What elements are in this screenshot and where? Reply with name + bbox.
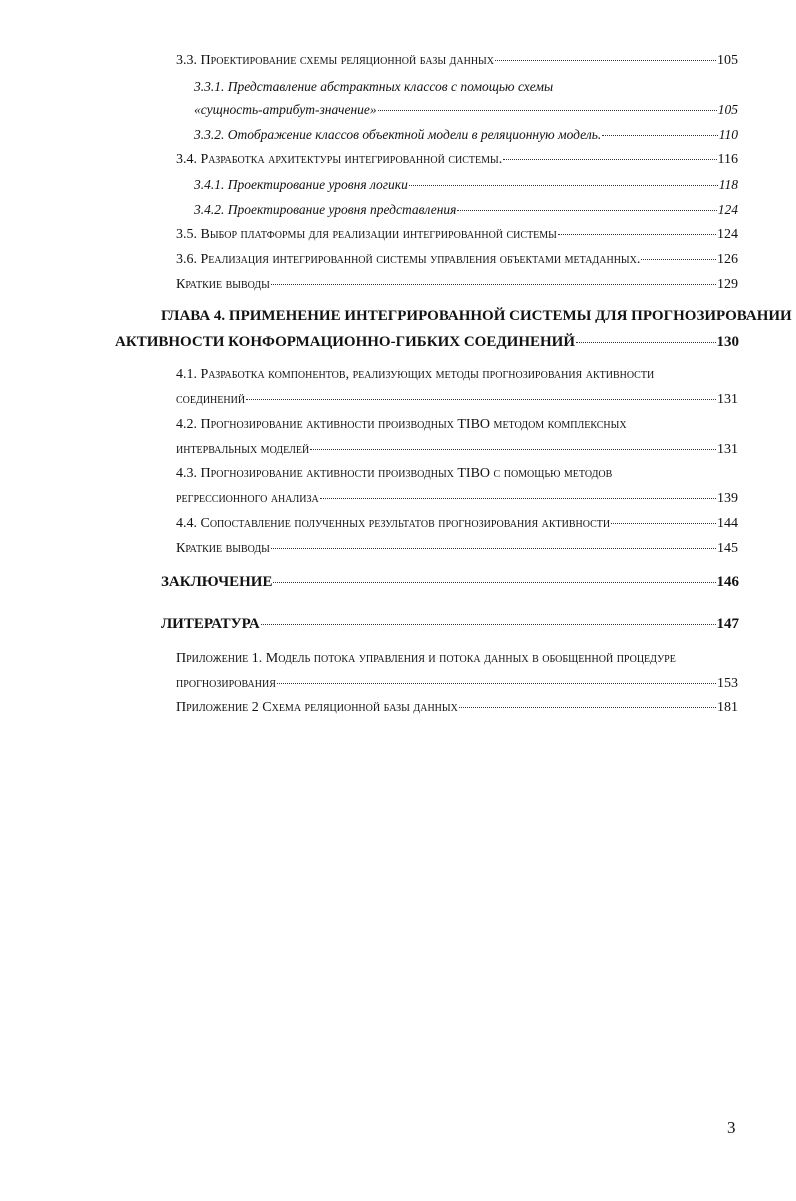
toc-entry-title: прогнозирования: [176, 676, 276, 691]
toc-entry-title: 4.4. Сопоставление полученных результатов прогнозирования активности: [176, 516, 611, 531]
dot-leader: [310, 449, 716, 450]
toc-entry-3-3-1-line1: 3.3.1. Представление абстрактных классов с помощью схемы: [194, 79, 554, 94]
dot-leader: [602, 135, 718, 136]
toc-entry-4-summary: [176, 540, 738, 558]
toc-entry-4-3-line1: 4.3. Прогнозирование активности производных TIBO с помощью методов: [176, 466, 613, 481]
toc-entry-3-6: [176, 251, 738, 269]
toc-entry-page: 110: [718, 127, 738, 142]
dot-leader: [641, 259, 716, 260]
toc-entry-title: регрессионного анализа: [176, 491, 319, 506]
dot-leader: [378, 110, 717, 111]
toc-entry-title: 3.3.2. Отображение классов объектной модели в реляционную модель.: [194, 127, 602, 142]
toc-entry-title: ЛИТЕРАТУРА: [161, 616, 260, 632]
dot-leader: [495, 60, 716, 61]
toc-entry-page: 126: [717, 252, 738, 267]
toc-entry-page: 139: [717, 491, 738, 506]
toc-entry-page: 105: [717, 102, 738, 117]
toc-entry-page: 153: [717, 676, 738, 691]
toc-entry-4-2-line1: 4.2. Прогнозирование активности производных TIBO методом комплексных: [176, 417, 627, 432]
toc-entry-title: Краткие выводы: [176, 541, 270, 556]
toc-entry-3-3: [176, 52, 738, 70]
dot-leader: [558, 234, 716, 235]
toc-entry-page: 105: [717, 53, 738, 68]
toc-entry-4-3: [176, 490, 738, 508]
toc-entry-title: 3.6. Реализация интегрированной системы управления объектами метаданных.: [176, 252, 641, 267]
dot-leader: [271, 548, 716, 549]
dot-leader: [459, 707, 716, 708]
page-number: 3: [727, 1118, 736, 1137]
toc-entry-page: 130: [716, 334, 739, 350]
toc-entry-page: 116: [717, 152, 738, 167]
toc-entry-title: Приложение 2 Схема реляционной базы данных: [176, 700, 458, 715]
toc-entry-page: 131: [717, 442, 738, 457]
toc-entry-page: 181: [717, 700, 738, 715]
toc-appendix-1-line1: Приложение 1. Модель потока управления и потока данных в обобщенной процедуре: [176, 651, 676, 666]
dot-leader: [246, 399, 716, 400]
toc-chapter-4: [115, 333, 739, 351]
dot-leader: [277, 683, 716, 684]
toc-entry-page: 124: [717, 202, 738, 217]
toc-appendix-2: [176, 699, 738, 717]
toc-entry-title: «сущность-атрибут-значение»: [194, 102, 377, 117]
dot-leader: [271, 284, 716, 285]
dot-leader: [409, 185, 718, 186]
toc-entry-3-4-1: [194, 176, 738, 194]
toc-entry-page: 124: [717, 227, 738, 242]
toc-entry-4-4: [176, 515, 738, 533]
toc-entry-title: соединений: [176, 392, 246, 407]
toc-entry-page: 144: [717, 516, 738, 531]
toc-entry-page: 129: [717, 277, 738, 292]
dot-leader: [261, 624, 716, 625]
toc-entry-4-2: [176, 441, 738, 459]
dot-leader: [611, 523, 716, 524]
toc-entry-4-1: [176, 391, 738, 409]
toc-conclusion: [161, 573, 739, 591]
toc-entry-title: 3.4.2. Проектирование уровня представления: [194, 202, 457, 217]
toc-entry-title: АКТИВНОСТИ КОНФОРМАЦИОННО-ГИБКИХ СОЕДИНЕНИЙ: [115, 334, 576, 350]
toc-literature: [161, 615, 739, 633]
toc-chapter-4-line1: ГЛАВА 4. ПРИМЕНЕНИЕ ИНТЕГРИРОВАННОЙ СИСТЕМЫ ДЛЯ ПРОГНОЗИРОВАНИИ: [161, 308, 792, 324]
toc-entry-title: 3.4.1. Проектирование уровня логики: [194, 177, 408, 192]
dot-leader: [576, 342, 715, 343]
toc-entry-title: 3.5. Выбор платформы для реализации интегрированной системы: [176, 227, 557, 242]
toc-entry-3-5: [176, 226, 738, 244]
toc-entry-3-summary: [176, 276, 738, 294]
toc-entry-3-4: [176, 151, 738, 169]
toc-entry-title: 3.4. Разработка архитектуры интегрированной системы.: [176, 152, 503, 167]
dot-leader: [457, 210, 716, 211]
dot-leader: [273, 582, 715, 583]
toc-entry-page: 146: [716, 574, 739, 590]
toc-entry-title: ЗАКЛЮЧЕНИЕ: [161, 574, 273, 590]
dot-leader: [503, 159, 716, 160]
toc-entry-page: 118: [718, 177, 738, 192]
toc-entry-3-3-1: [194, 101, 738, 119]
toc-entry-page: 145: [717, 541, 738, 556]
dot-leader: [320, 498, 716, 499]
toc-entry-4-1-line1: 4.1. Разработка компонентов, реализующих методы прогнозирования активности: [176, 367, 655, 382]
toc-appendix-1: [176, 675, 738, 693]
toc-entry-page: 147: [716, 616, 739, 632]
toc-entry-title: Краткие выводы: [176, 277, 270, 292]
toc-entry-3-3-2: [194, 126, 738, 144]
toc-entry-page: 131: [717, 392, 738, 407]
toc-entry-3-4-2: [194, 201, 738, 219]
toc-entry-title: 3.3. Проектирование схемы реляционной базы данных: [176, 53, 494, 68]
toc-entry-title: интервальных моделей: [176, 442, 310, 457]
